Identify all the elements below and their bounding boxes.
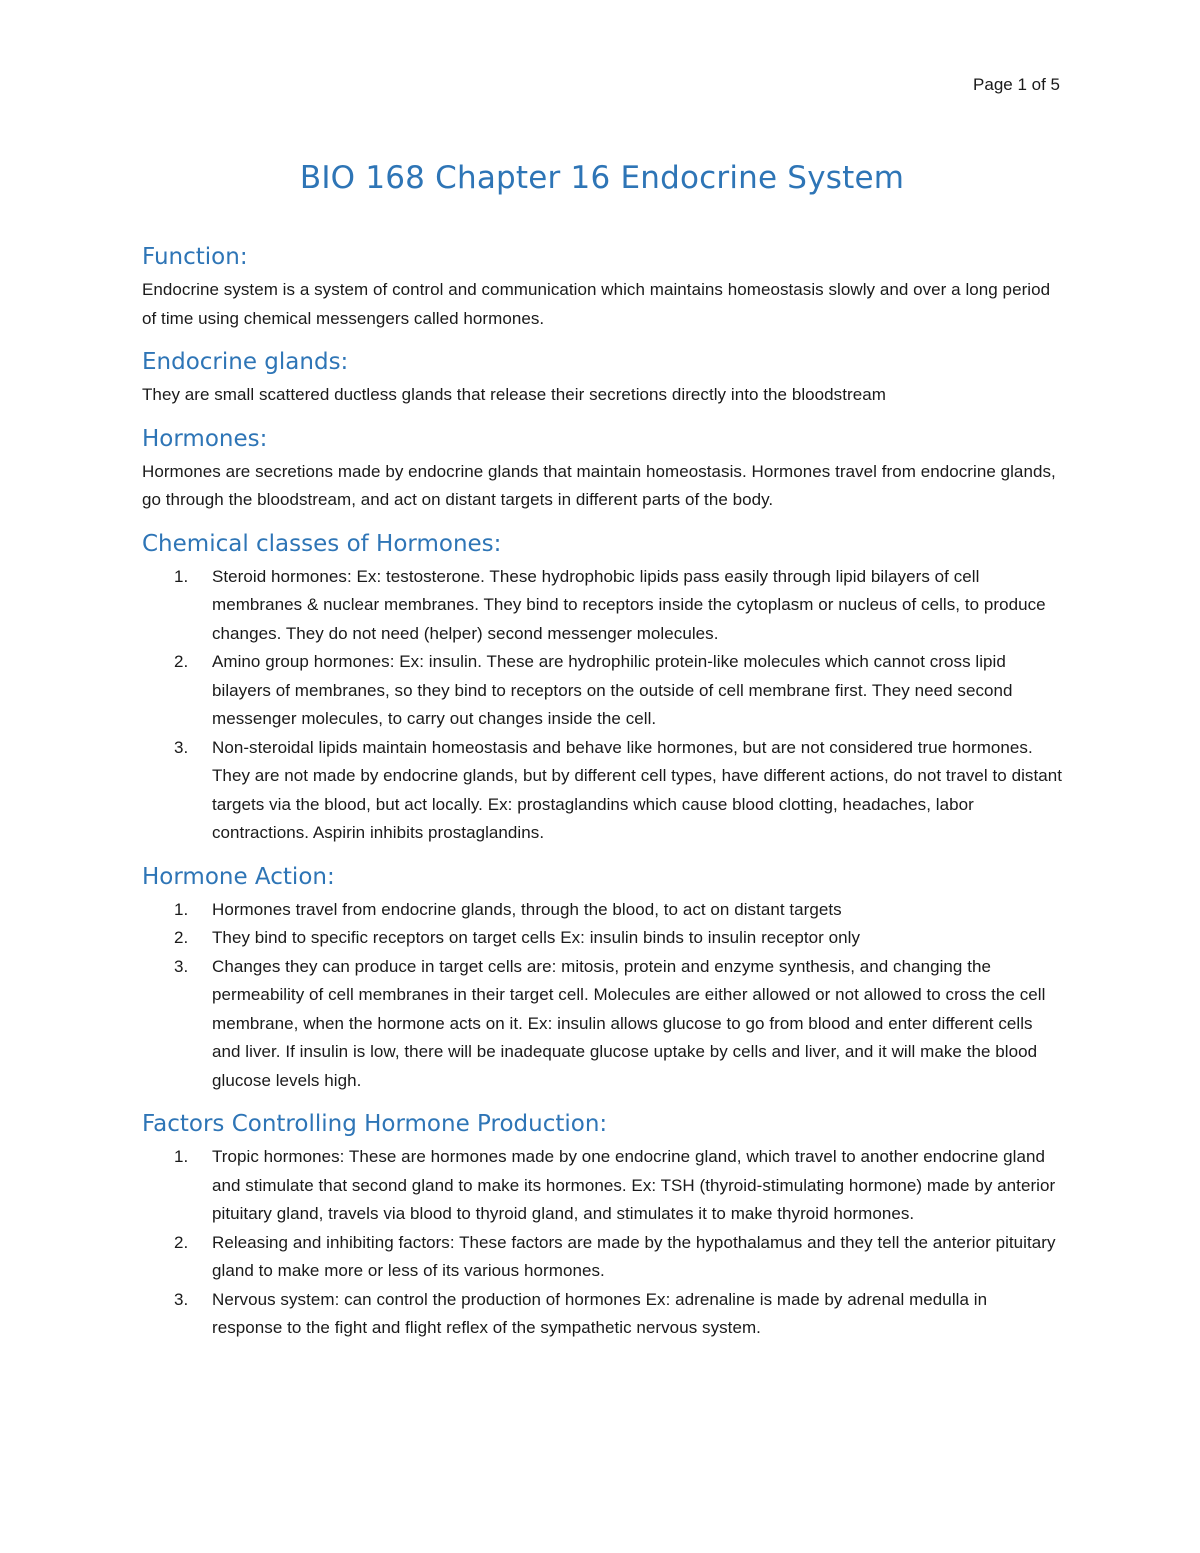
list-item bbox=[142, 648, 1062, 734]
list-item-text: Amino group hormones: Ex: insulin. These are hydrophilic protein-like molecules which cannot cross lipid bilayers of membranes, so they bind to receptors on the outside of cell membrane first. They need second messenger molecules, to carry out changes inside the cell. bbox=[212, 652, 1013, 728]
section-paragraph: Endocrine system is a system of control and communication which maintains homeostasis slowly and over a long period of time using chemical messengers called hormones. bbox=[142, 280, 1051, 328]
list-item-text: Steroid hormones: Ex: testosterone. These hydrophobic lipids pass easily through lipid bilayers of cell membranes & nuclear membranes. They bind to receptors inside the cytoplasm or nucleus of cells, to produce changes. They do not need (helper) second messenger molecules. bbox=[212, 566, 1046, 643]
section-function bbox=[142, 242, 1062, 333]
section-paragraph: They are small scattered ductless glands that release their secretions directly into the bloodstream bbox=[142, 385, 886, 404]
list-item-text: Non-steroidal lipids maintain homeostasis and behave like hormones, but are not considered true hormones. They are not made by endocrine glands, but by different cell types, have different actions, do not travel to distant targets via the blood, but act locally. Ex: prostaglandins which cause blood clotting, headaches, labor contractions. Aspirin inhibits prostaglandins. bbox=[212, 737, 1063, 842]
list-item-text: They bind to specific receptors on target cells Ex: insulin binds to insulin receptor only bbox=[212, 928, 860, 947]
list-item bbox=[142, 1143, 1062, 1229]
section-heading: Function: bbox=[142, 244, 248, 270]
page-number: Page 1 of 5 bbox=[973, 75, 1060, 94]
numbered-list bbox=[142, 563, 1062, 848]
list-item bbox=[142, 734, 1062, 848]
list-item-text: Changes they can produce in target cells are: mitosis, protein and enzyme synthesis, and changing the permeability of cell membranes in their target cell. Molecules are either allowed or not allowed to cross the cell membrane, when the hormone acts on it. Ex: insulin allows glucose to go from blood and enter different cells and liver. If insulin is low, there will be inadequate glucose uptake by cells and liver, and it will make the blood glucose levels high. bbox=[212, 956, 1046, 1090]
section-heading: Hormone Action: bbox=[142, 863, 335, 890]
section-heading: Endocrine glands: bbox=[142, 349, 349, 375]
section-heading: Chemical classes of Hormones: bbox=[142, 530, 502, 557]
list-number: 1. bbox=[174, 566, 189, 586]
list-item bbox=[142, 1286, 1062, 1343]
list-item bbox=[142, 924, 1062, 953]
list-item bbox=[142, 563, 1062, 649]
numbered-list bbox=[142, 1143, 1062, 1343]
section-hormone-action bbox=[142, 862, 1062, 1096]
list-number: 2. bbox=[174, 928, 189, 947]
numbered-list bbox=[142, 896, 1062, 1096]
section-heading: Factors Controlling Hormone Production: bbox=[142, 1111, 608, 1137]
list-item-text: Tropic hormones: These are hormones made by one endocrine gland, which travel to another endocrine gland and stimulate that second gland to make its hormones. Ex: TSH (thyroid-stimulating hormone) made by anterior pituitary gland, travels via blood to thyroid gland, and stimulates it to make thyroid hormones. bbox=[212, 1147, 1056, 1223]
list-item-text: Releasing and inhibiting factors: These factors are made by the hypothalamus and they tell the anterior pituitary gland to make more or less of its various hormones. bbox=[212, 1232, 1056, 1280]
section-factors-controlling bbox=[142, 1109, 1062, 1343]
list-item-text: Nervous system: can control the production of hormones Ex: adrenaline is made by adrenal medulla in response to the fight and flight reflex of the sympathetic nervous system. bbox=[212, 1289, 988, 1337]
section-hormones bbox=[142, 424, 1062, 515]
list-number: 3. bbox=[174, 737, 189, 757]
document-title: BIO 168 Chapter 16 Endocrine System bbox=[299, 160, 905, 196]
list-item bbox=[142, 953, 1062, 1096]
list-item-text: Hormones travel from endocrine glands, through the blood, to act on distant targets bbox=[212, 899, 842, 919]
section-endocrine-glands bbox=[142, 347, 1062, 410]
section-chemical-classes bbox=[142, 529, 1062, 848]
list-item bbox=[142, 896, 1062, 925]
list-number: 1. bbox=[174, 1147, 189, 1166]
list-number: 2. bbox=[174, 652, 189, 671]
section-heading: Hormones: bbox=[142, 425, 268, 452]
list-item bbox=[142, 1229, 1062, 1286]
list-number: 3. bbox=[174, 956, 189, 976]
list-number: 3. bbox=[174, 1289, 189, 1309]
section-paragraph: Hormones are secretions made by endocrine glands that maintain homeostasis. Hormones travel from endocrine glands, go through the bloodstream, and act on distant targets in different parts of the body. bbox=[142, 461, 1056, 509]
document-body bbox=[142, 160, 1062, 1357]
list-number: 1. bbox=[174, 899, 189, 919]
list-number: 2. bbox=[174, 1232, 189, 1252]
